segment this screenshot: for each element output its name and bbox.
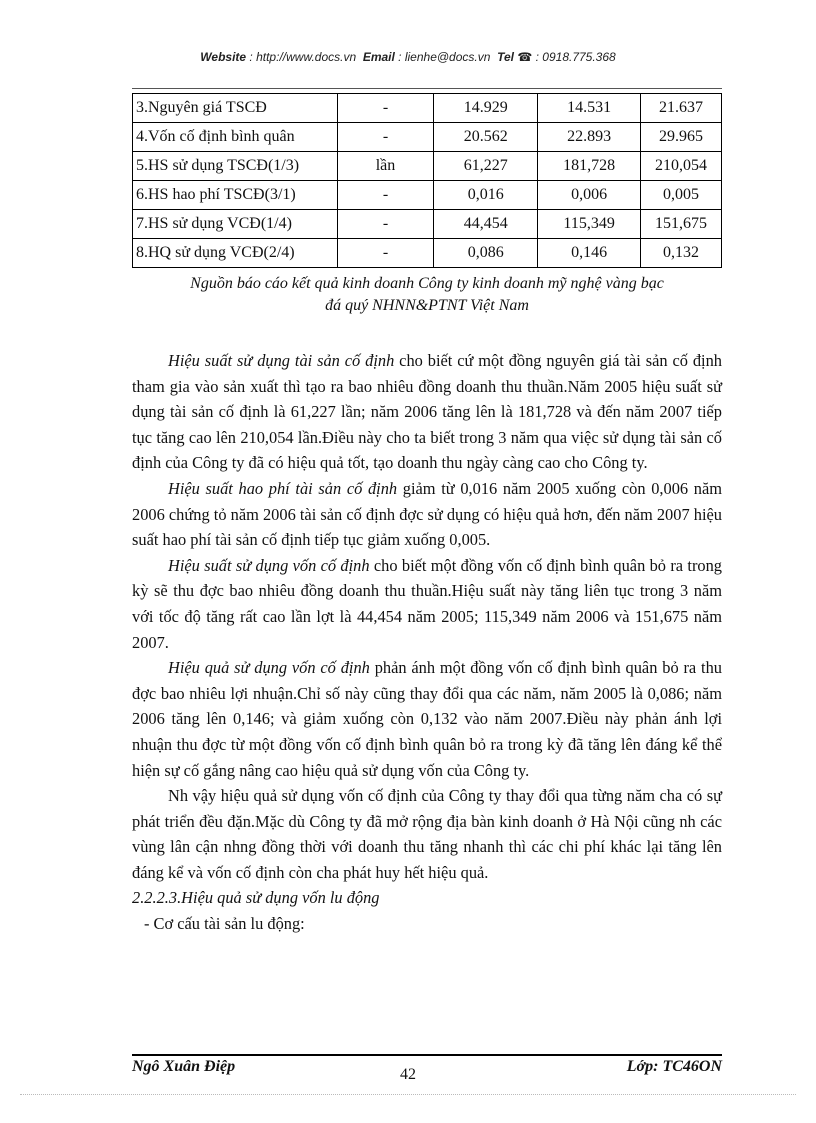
page-header xyxy=(0,50,816,64)
paragraph-text: phản ánh một đồng vốn cố định bình quân bỏ ra thu đợc bao nhiêu lợi nhuận.Chỉ số này cũng thay đổi qua các năm, năm 2005 là 0,086; năm 2006 tăng lên 0,146; và giảm xuống còn 0,132 vào năm 2007.Điều này phản ánh lợi nhuận thu đợc từ một đồng vốn cố định bình quân bỏ ra trong kỳ đã tăng lên đáng kể thể hiện sự cố gắng nâng cao hiệu quả sử dụng vốn của Công ty. xyxy=(132,658,722,780)
table-cell-value: 22.893 xyxy=(538,123,641,152)
paragraph-lead: Hiệu suất hao phí tài sản cố định xyxy=(168,478,398,498)
paragraph xyxy=(132,783,722,885)
table-cell-value: 210,054 xyxy=(641,152,722,181)
footer-author: Ngô Xuân Điệp xyxy=(132,1058,236,1075)
table-cell-value: 0,005 xyxy=(641,181,722,210)
section-title: 2.2.2.3.Hiệu quả sử dụng vốn lu động xyxy=(132,888,380,908)
paragraph-lead: Hiệu suất sử dụng vốn cố định xyxy=(168,555,370,575)
paragraph-text: cho biết một đồng vốn cố định bình quân bỏ ra trong kỳ sẽ thu đợc bao nhiêu đồng doanh thu thuần.Hiệu suất này tăng liên tục trong 3 năm với tốc độ tăng rất cao lần lợt là 44,454 năm 2005; 115,349 năm 2006 và 151,675 năm 2007. xyxy=(132,555,722,652)
table-cell-label: 5.HS sử dụng TSCĐ(1/3) xyxy=(133,152,338,181)
email-label: Email xyxy=(362,50,395,64)
table-cell-value: 14.929 xyxy=(434,94,538,123)
table-cell-value: - xyxy=(337,94,434,123)
website-value: : http://www.docs.vn xyxy=(249,50,357,64)
table-row xyxy=(133,181,722,210)
table-cell-value: 14.531 xyxy=(538,94,641,123)
page-bottom-border xyxy=(20,1094,796,1095)
table-cell-label: 3.Nguyên giá TSCĐ xyxy=(133,94,338,123)
paragraph-lead: Hiệu quả sử dụng vốn cố định xyxy=(168,658,370,678)
table-row xyxy=(133,94,722,123)
table-cell-value: 21.637 xyxy=(641,94,722,123)
table-cell-label: 7.HS sử dụng VCĐ(1/4) xyxy=(133,210,338,239)
paragraph xyxy=(132,348,722,476)
table-cell-value: 20.562 xyxy=(434,123,538,152)
body-text xyxy=(132,348,722,937)
website-label: Website xyxy=(200,50,247,64)
table-cell-value: 0,132 xyxy=(641,239,722,268)
paragraph xyxy=(132,655,722,783)
table-cell-value: - xyxy=(337,181,434,210)
table-cell-value: 0,006 xyxy=(538,181,641,210)
table-cell-label: 8.HQ sử dụng VCĐ(2/4) xyxy=(133,239,338,268)
table-cell-value: 0,016 xyxy=(434,181,538,210)
table-cell-value: 0,086 xyxy=(434,239,538,268)
paragraph xyxy=(132,553,722,655)
header-divider xyxy=(132,88,722,89)
caption-line-1: Nguồn báo cáo kết quả kinh doanh Công ty kinh doanh mỹ nghệ vàng bạc xyxy=(190,275,664,292)
paragraph-text: cho biết cứ một đồng nguyên giá tài sản cố định tham gia vào sản xuất thì tạo ra bao nhiêu đồng doanh thu thuần.Năm 2005 hiệu suất sử dụng tài sản cố định là 61,227 lần; năm 2006 tăng lên là 181,728 và đến năm 2007 tiếp tục tăng cao lên 210,054 lần.Điều này cho ta biết trong 3 năm qua việc sử dụng tài sản cố định của Công ty đã có hiệu quả tốt, tạo doanh thu ngày càng cao cho Công ty. xyxy=(132,351,722,473)
paragraph-text: Nh vậy hiệu quả sử dụng vốn cố định của Công ty thay đổi qua từng năm cha có sự phát triển đều đặn.Mặc dù Công ty đã mở rộng địa bàn kinh doanh ở Hà Nội cũng nh các vùng lân cận nhng đồng thời với doanh thu tăng nhanh thì các chi phí khác lại tăng lên đáng kể và vốn cố định còn cha phát huy hết hiệu quả. xyxy=(132,786,722,882)
table-cell-value: - xyxy=(337,210,434,239)
page-number: 42 xyxy=(400,1066,416,1083)
table-cell-value: 0,146 xyxy=(538,239,641,268)
bullet-item: - Cơ cấu tài sản lu động: xyxy=(144,914,305,934)
phone-icon: ☎ xyxy=(517,50,533,64)
footer-class: Lớp: TC46ON xyxy=(626,1058,722,1075)
table-cell-value: 29.965 xyxy=(641,123,722,152)
table-row xyxy=(133,239,722,268)
footer-divider xyxy=(132,1054,722,1056)
table-cell-value: 115,349 xyxy=(538,210,641,239)
table-cell-label: 4.Vốn cố định bình quân xyxy=(133,123,338,152)
table-cell-value: - xyxy=(337,123,434,152)
email-value: : lienhe@docs.vn xyxy=(398,50,491,64)
paragraph xyxy=(132,476,722,553)
table-row xyxy=(133,123,722,152)
tel-value: : 0918.775.368 xyxy=(535,50,616,64)
table-cell-value: 61,227 xyxy=(434,152,538,181)
table-cell-value: 181,728 xyxy=(538,152,641,181)
paragraph-lead: Hiệu suất sử dụng tài sản cố định xyxy=(168,351,395,370)
table-caption xyxy=(132,273,722,317)
paragraph-text: giảm từ 0,016 năm 2005 xuống còn 0,006 năm 2006 chứng tỏ năm 2006 tài sản cố định đợc sử dụng có hiệu quả hơn, đến năm 2007 hiệu suất hao phí tài sản cố định tiếp tục giảm xuống 0,005. xyxy=(132,478,722,550)
indicator-table xyxy=(132,93,722,268)
caption-line-2: đá quý NHNN&PTNT Việt Nam xyxy=(325,297,529,314)
tel-label: Tel xyxy=(497,50,514,64)
table-cell-value: lần xyxy=(337,152,434,181)
table-body xyxy=(133,94,722,268)
table-cell-value: 44,454 xyxy=(434,210,538,239)
table-cell-value: 151,675 xyxy=(641,210,722,239)
table-row xyxy=(133,210,722,239)
table-cell-value: - xyxy=(337,239,434,268)
table-row xyxy=(133,152,722,181)
table-cell-label: 6.HS hao phí TSCĐ(3/1) xyxy=(133,181,338,210)
